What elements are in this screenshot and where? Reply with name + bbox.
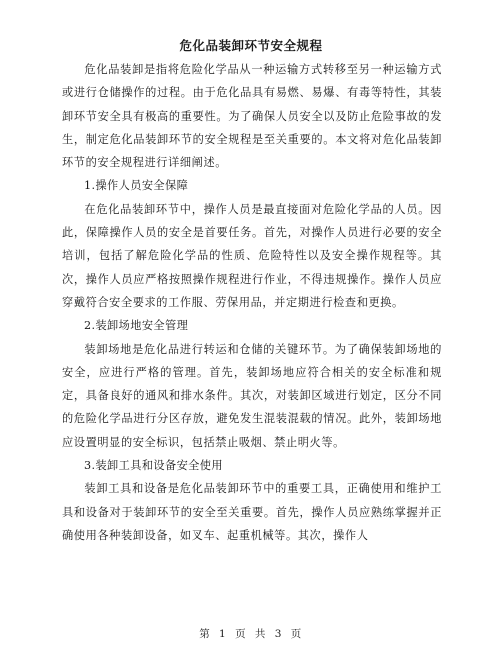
section-body-2: 装卸场地是危化品进行转运和仓储的关键环节。为了确保装卸场地的安全，应进行严格的管理。首先，装卸场地应符合相关的安全标准和规定，具备良好的通风和排水条件。其次，对装卸区域进行划定，区分不同的危险化学品进行分区存放，避免发生混装混载的情况。此外，装卸场地应设置明显的安全标识，包括禁止吸烟、禁止明火等。	[62, 342, 442, 449]
page-footer: 第 1 页 共 3 页	[199, 628, 303, 640]
document-body	[62, 58, 442, 547]
section-heading-1: 1.操作人员安全保障	[84, 179, 189, 193]
section-body-1: 在危化品装卸环节中，操作人员是最直接面对危险化学品的人员。因此，保障操作人员的安全是首要任务。首先，对操作人员进行必要的安全培训，包括了解危险化学品的性质、危险特性以及安全操作规程等。其次，操作人员应严格按照操作规程进行作业，不得违规操作。操作人员应穿戴符合安全要求的工作服、劳保用品，并定期进行检查和更换。	[62, 202, 442, 309]
document-title: 危化品装卸环节安全规程	[179, 38, 323, 53]
section-heading-3: 3.装卸工具和设备安全使用	[84, 459, 223, 473]
section-body-3: 装卸工具和设备是危化品装卸环节中的重要工具，正确使用和维护工具和设备对于装卸环节的安全至关重要。首先，操作人员应熟练掌握并正确使用各种装卸设备，如叉车、起重机械等。其次，操作人	[62, 482, 442, 542]
section-heading-2: 2.装卸场地安全管理	[84, 319, 189, 333]
intro-paragraph: 危化品装卸是指将危险化学品从一种运输方式转移至另一种运输方式或进行仓储操作的过程。由于危化品具有易燃、易爆、有毒等特性，其装卸环节安全具有极高的重要性。为了确保人员安全以及防止危险事故的发生，制定危化品装卸环节的安全规程是至关重要的。本文将对危化品装卸环节的安全规程进行详细阐述。	[62, 63, 442, 170]
